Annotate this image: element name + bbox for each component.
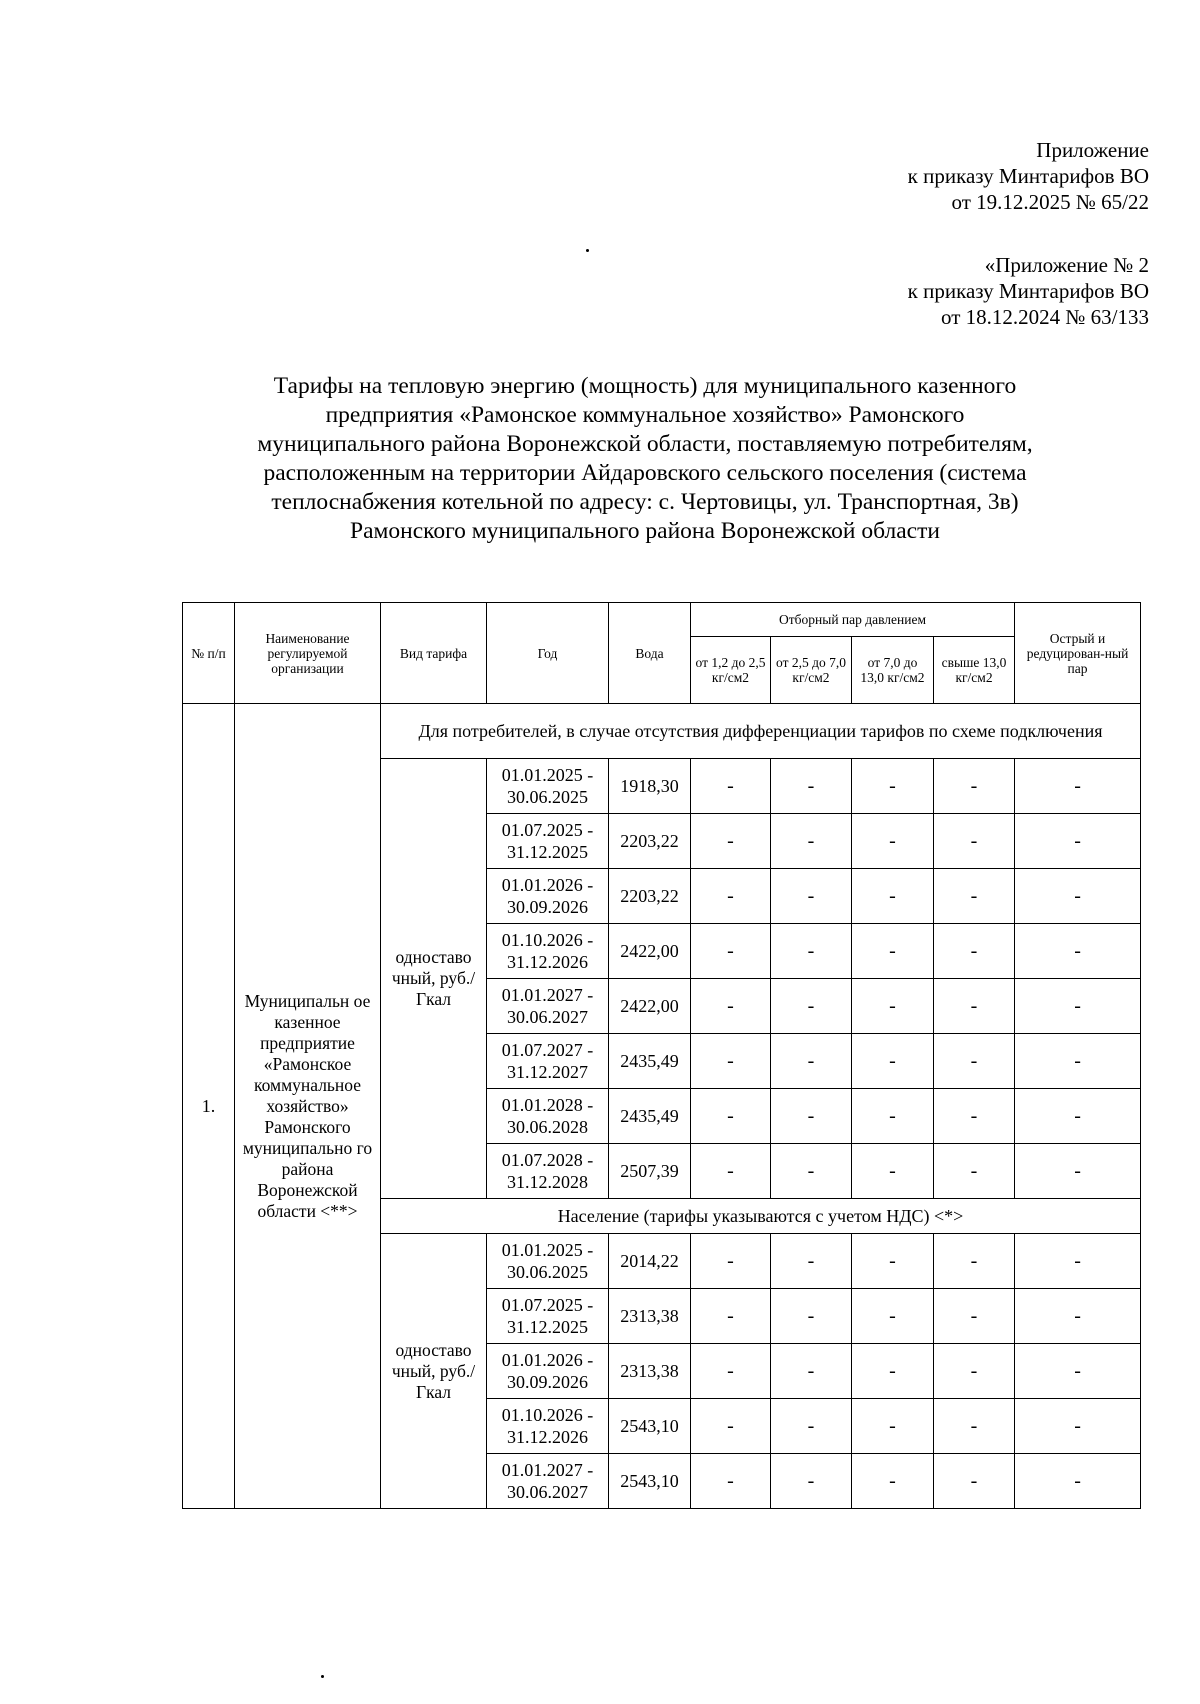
steam-value-s1: - [691,1089,771,1144]
appendix-line: от 18.12.2024 № 63/133 [940,305,1149,329]
scan-speck [586,249,589,252]
steam-value-s4: - [934,1344,1015,1399]
steam-value-s3: - [852,979,934,1034]
steam-value-s1: - [691,869,771,924]
steam-value-s2: - [771,1289,852,1344]
row-number: 1. [183,704,235,1509]
water-value: 2507,39 [609,1144,691,1199]
water-value: 2422,00 [609,979,691,1034]
steam-value-s4: - [934,1089,1015,1144]
steam-value-s4: - [934,814,1015,869]
period-cell: 01.01.2025 - 30.06.2025 [487,1234,609,1289]
title-line: Рамонского муниципального района Воронежской области [350,518,940,544]
steam-value-sharp: - [1015,1344,1141,1399]
steam-value-s4: - [934,1034,1015,1089]
header-num: № п/п [183,603,235,704]
water-value: 2313,38 [609,1289,691,1344]
steam-value-s1: - [691,1034,771,1089]
water-value: 2313,38 [609,1344,691,1399]
steam-value-s2: - [771,869,852,924]
document-title [180,372,1110,546]
section-band: Население (тарифы указываются с учетом НДС) <*> [381,1199,1141,1234]
water-value: 2435,49 [609,1089,691,1144]
steam-value-s3: - [852,1399,934,1454]
steam-value-s2: - [771,1399,852,1454]
steam-value-sharp: - [1015,814,1141,869]
steam-value-s1: - [691,814,771,869]
steam-value-sharp: - [1015,1399,1141,1454]
header-steam-1: от 1,2 до 2,5 кг/см2 [691,637,771,704]
organization-name: Муниципальн ое казенное предприятие «Рамонское коммунальное хозяйство» Рамонского муниципально го района Воронежской области <**> [235,704,381,1509]
steam-value-s3: - [852,869,934,924]
table-body [183,704,1141,1509]
tariff-type: одноставо чный, руб./Гкал [381,1234,487,1509]
title-line: теплоснабжения котельной по адресу: с. Чертовицы, ул. Транспортная, 3в) [271,489,1019,515]
water-value: 1918,30 [609,759,691,814]
tariff-table [182,602,1141,1509]
steam-value-sharp: - [1015,869,1141,924]
steam-value-s2: - [771,924,852,979]
title-line: Тарифы на тепловую энергию (мощность) для муниципального казенного [273,373,1017,399]
header-steam-4: свыше 13,0 кг/см2 [934,637,1015,704]
steam-value-s2: - [771,1454,852,1509]
section-band-row [183,704,1141,759]
period-cell: 01.01.2025 - 30.06.2025 [487,759,609,814]
steam-value-s4: - [934,1454,1015,1509]
period-cell: 01.01.2027 - 30.06.2027 [487,979,609,1034]
period-cell: 01.07.2025 - 31.12.2025 [487,814,609,869]
steam-value-s4: - [934,1144,1015,1199]
water-value: 2203,22 [609,869,691,924]
steam-value-s3: - [852,814,934,869]
steam-value-s2: - [771,1089,852,1144]
steam-value-s4: - [934,1399,1015,1454]
appendix-line: к приказу Минтарифов ВО [907,279,1149,303]
steam-value-s1: - [691,924,771,979]
steam-value-s3: - [852,1089,934,1144]
appendix-line: к приказу Минтарифов ВО [907,164,1149,188]
steam-value-s2: - [771,1234,852,1289]
steam-value-s1: - [691,1234,771,1289]
appendix-line: от 19.12.2025 № 65/22 [951,190,1149,214]
title-line: расположенным на территории Айдаровского сельского поселения (система [263,460,1027,486]
steam-value-s3: - [852,1234,934,1289]
steam-value-sharp: - [1015,924,1141,979]
water-value: 2422,00 [609,924,691,979]
header-steam-3: от 7,0 до 13,0 кг/см2 [852,637,934,704]
steam-value-s4: - [934,759,1015,814]
steam-value-s4: - [934,1234,1015,1289]
steam-value-s3: - [852,1034,934,1089]
steam-value-s3: - [852,1344,934,1399]
period-cell: 01.10.2026 - 31.12.2026 [487,1399,609,1454]
steam-value-sharp: - [1015,1034,1141,1089]
water-value: 2014,22 [609,1234,691,1289]
steam-value-sharp: - [1015,1234,1141,1289]
title-line: предприятия «Рамонское коммунальное хозяйство» Рамонского [325,402,965,428]
header-water: Вода [609,603,691,704]
steam-value-sharp: - [1015,1454,1141,1509]
steam-value-s1: - [691,1144,771,1199]
steam-value-sharp: - [1015,1289,1141,1344]
header-tariff-type: Вид тарифа [381,603,487,704]
tariff-type: одноставо чный, руб./Гкал [381,759,487,1199]
period-cell: 01.01.2027 - 30.06.2027 [487,1454,609,1509]
appendix-header-original [908,252,1149,330]
scan-speck [321,1675,324,1678]
steam-value-s1: - [691,979,771,1034]
water-value: 2435,49 [609,1034,691,1089]
appendix-line: Приложение [1036,138,1149,162]
water-value: 2543,10 [609,1399,691,1454]
steam-value-s2: - [771,814,852,869]
steam-value-s2: - [771,979,852,1034]
steam-value-s3: - [852,1289,934,1344]
steam-value-s1: - [691,1399,771,1454]
steam-value-s2: - [771,1344,852,1399]
steam-value-s2: - [771,1144,852,1199]
steam-value-s3: - [852,1454,934,1509]
header-sharp-steam: Острый и редуцирован-ный пар [1015,603,1141,704]
steam-value-s1: - [691,1289,771,1344]
steam-value-s1: - [691,1454,771,1509]
section-band: Для потребителей, в случае отсутствия дифференциации тарифов по схеме подключения [381,704,1141,759]
header-steam-group: Отборный пар давлением [691,603,1015,637]
steam-value-s1: - [691,1344,771,1399]
steam-value-sharp: - [1015,1144,1141,1199]
steam-value-s4: - [934,869,1015,924]
period-cell: 01.07.2025 - 31.12.2025 [487,1289,609,1344]
period-cell: 01.01.2028 - 30.06.2028 [487,1089,609,1144]
period-cell: 01.10.2026 - 31.12.2026 [487,924,609,979]
steam-value-s1: - [691,759,771,814]
steam-value-sharp: - [1015,1089,1141,1144]
header-steam-2: от 2,5 до 7,0 кг/см2 [771,637,852,704]
period-cell: 01.07.2027 - 31.12.2027 [487,1034,609,1089]
steam-value-sharp: - [1015,979,1141,1034]
water-value: 2203,22 [609,814,691,869]
period-cell: 01.01.2026 - 30.09.2026 [487,869,609,924]
header-year: Год [487,603,609,704]
header-org: Наименование регулируемой организации [235,603,381,704]
water-value: 2543,10 [609,1454,691,1509]
appendix-header-current [908,137,1149,215]
title-line: муниципального района Воронежской области, поставляемую потребителям, [257,431,1033,457]
steam-value-s2: - [771,1034,852,1089]
steam-value-s4: - [934,979,1015,1034]
steam-value-s4: - [934,924,1015,979]
period-cell: 01.07.2028 - 31.12.2028 [487,1144,609,1199]
steam-value-s2: - [771,759,852,814]
period-cell: 01.01.2026 - 30.09.2026 [487,1344,609,1399]
steam-value-s3: - [852,924,934,979]
steam-value-s3: - [852,1144,934,1199]
appendix-line: «Приложение № 2 [984,253,1149,277]
steam-value-sharp: - [1015,759,1141,814]
steam-value-s4: - [934,1289,1015,1344]
steam-value-s3: - [852,759,934,814]
